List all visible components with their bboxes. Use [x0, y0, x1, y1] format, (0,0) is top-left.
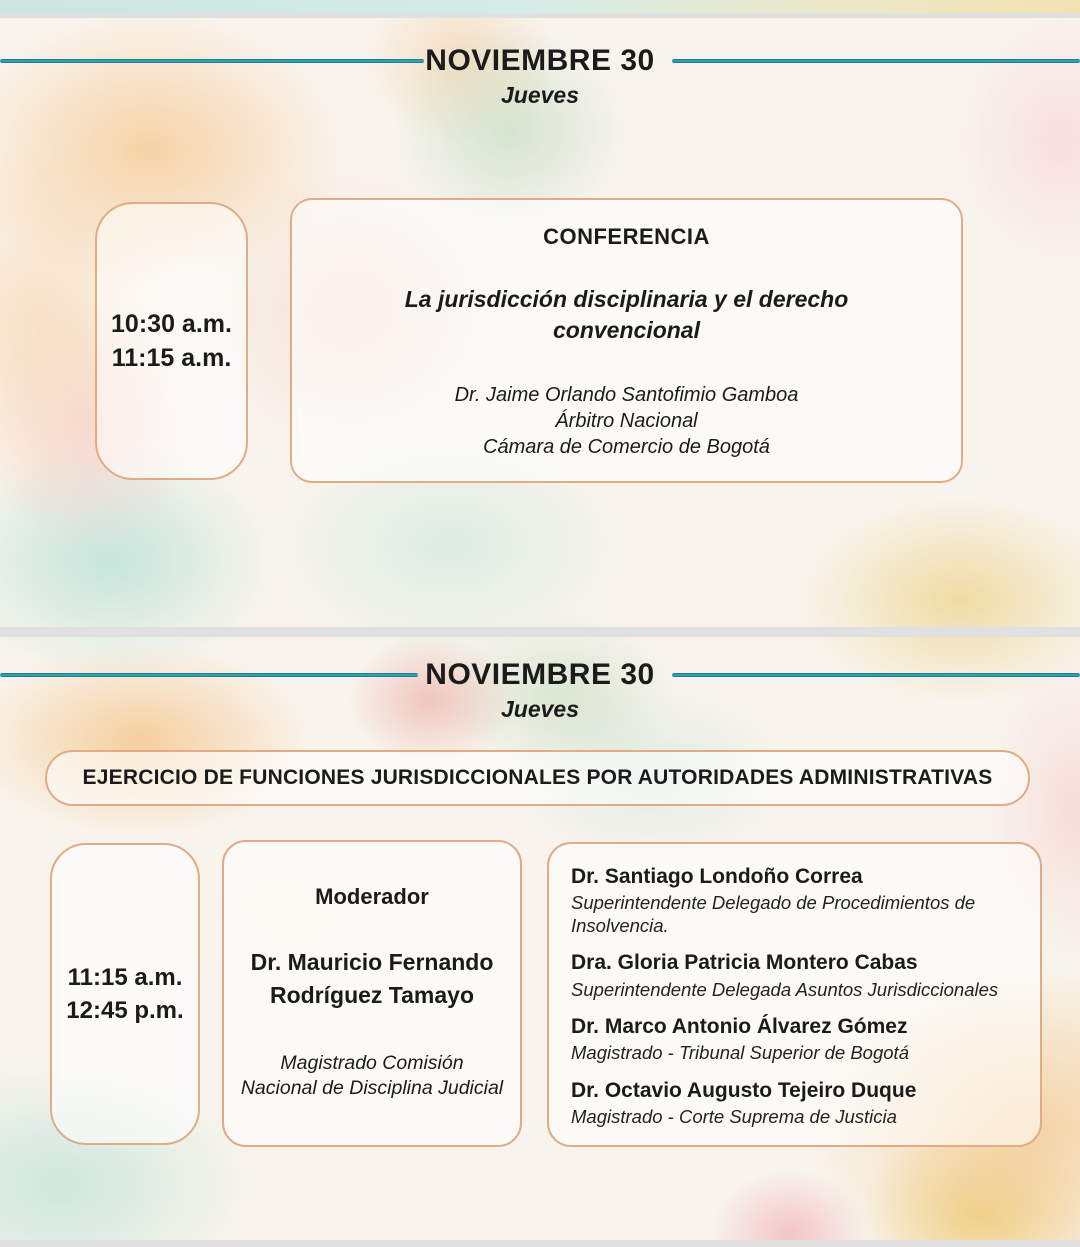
time-box-1 [95, 202, 248, 480]
speaker-entry [571, 864, 1020, 937]
time-start-1: 10:30 a.m. [111, 309, 232, 338]
session-box-conferencia [290, 198, 963, 483]
time-box-2 [50, 843, 200, 1145]
day-subheader-1: Jueves [500, 82, 579, 108]
speaker-role: Superintendente Delegada Asuntos Jurisdiccionales [571, 978, 999, 1000]
speaker-entry [571, 1014, 1020, 1065]
panel-title: EJERCICIO DE FUNCIONES JURISDICCIONALES POR AUTORIDADES ADMINISTRATIVAS [82, 766, 993, 789]
moderator-label: Moderador [315, 884, 429, 909]
speaker-name: Dr. Octavio Augusto Tejeiro Duque [571, 1078, 917, 1102]
time-end-2: 12:45 p.m. [66, 997, 184, 1024]
session-speaker-role-2: Cámara de Comercio de Bogotá [483, 436, 770, 459]
panel-title-pill [45, 750, 1030, 806]
moderator-role: Magistrado Comisión Nacional de Disciplina Judicial [240, 1052, 504, 1099]
date-header-1: NOVIEMBRE 30 [425, 44, 655, 77]
top-watercolor-band [0, 0, 1080, 13]
speakers-box [547, 842, 1042, 1147]
speaker-name: Dr. Marco Antonio Álvarez Gómez [571, 1015, 908, 1039]
date-header-2: NOVIEMBRE 30 [425, 658, 655, 691]
speaker-name: Dra. Gloria Patricia Montero Cabas [571, 951, 918, 975]
day-subheader-2: Jueves [500, 696, 579, 722]
session-speaker-role-1: Árbitro Nacional [555, 410, 698, 433]
speaker-entry [571, 950, 1020, 1001]
speaker-role: Magistrado - Tribunal Superior de Bogotá [571, 1042, 909, 1064]
session-title: La jurisdicción disciplinaria y el derecho convencional [404, 286, 849, 344]
session-speaker-block [455, 382, 799, 460]
session-speaker-name: Dr. Jaime Orlando Santofimio Gamboa [454, 384, 799, 407]
time-end-1: 11:15 a.m. [111, 344, 232, 372]
section-divider-band [0, 627, 1080, 637]
speaker-role: Superintendente Delegado de Procedimientos de Insolvencia. [571, 892, 976, 936]
moderator-box [222, 840, 522, 1147]
top-divider-band [0, 13, 1080, 18]
bottom-divider-band [0, 1240, 1080, 1247]
speaker-role: Magistrado - Corte Suprema de Justicia [571, 1106, 897, 1127]
speaker-entry [571, 1078, 1020, 1129]
speaker-name: Dr. Santiago Londoño Correa [571, 865, 863, 888]
session-type-label: CONFERENCIA [543, 224, 710, 249]
moderator-name: Dr. Mauricio Fernando Rodríguez Tamayo [250, 949, 494, 1008]
time-start-2: 11:15 a.m. [67, 963, 183, 991]
